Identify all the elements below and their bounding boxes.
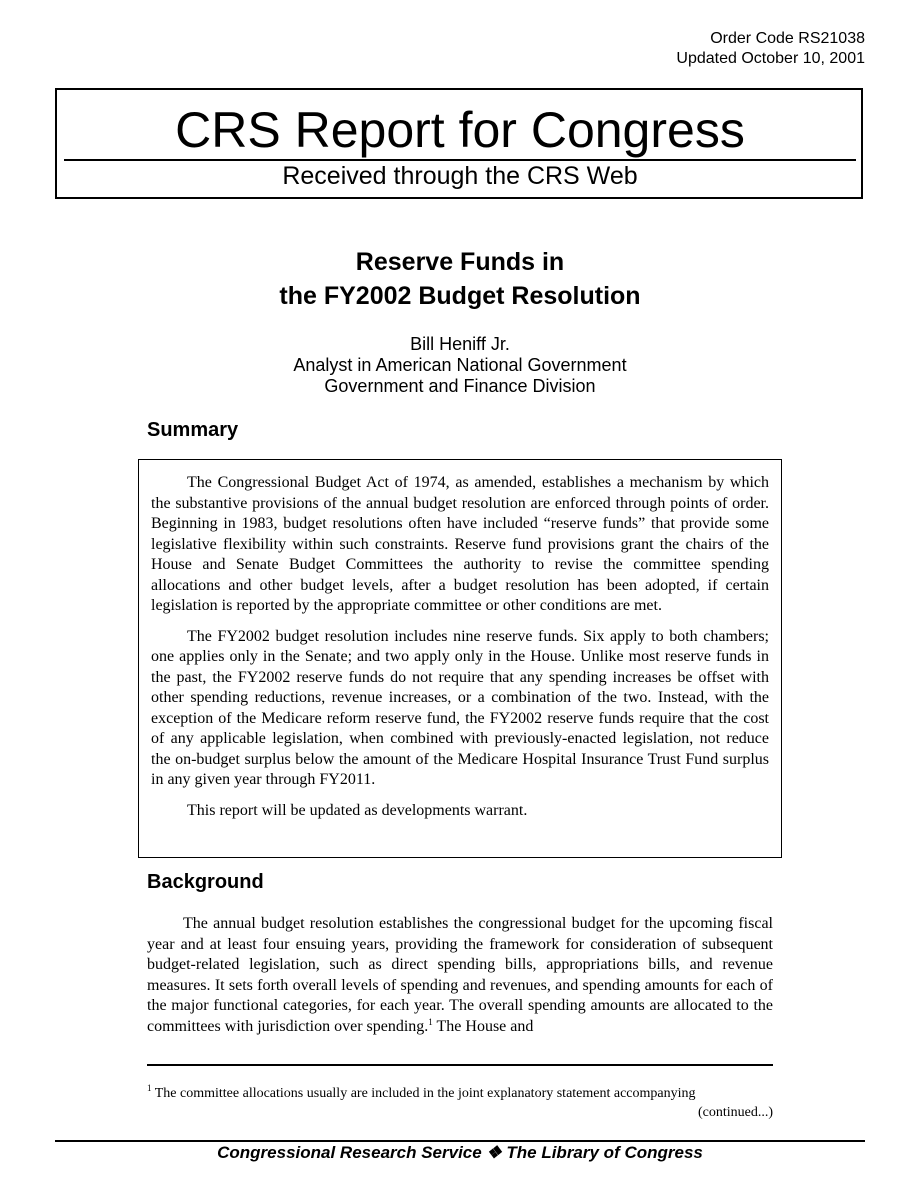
footnote	[147, 1084, 773, 1122]
summary-heading: Summary	[147, 419, 239, 441]
banner-title: CRS Report for Congress	[175, 102, 745, 158]
footnote-continued: (continued...)	[697, 1105, 773, 1120]
report-title	[0, 245, 920, 313]
updated-date: Updated October 10, 2001	[676, 50, 865, 67]
report-title-line2: the FY2002 Budget Resolution	[279, 282, 641, 310]
order-code-block	[676, 29, 865, 69]
summary-paragraph: The FY2002 budget resolution includes nine reserve funds. Six apply to both chambers; one applies only in the Senate; and two apply only in the House. Unlike most reserve funds in the past, the FY2002 reserve funds do not require that any spending increases be offset with other spending reductions, revenue increases, or a combination of the two. Instead, with the exception of the Medicare reform reserve fund, the FY2002 reserve funds require that the cost of any applicable legislation, when combined with previously-enacted legislation, not reduce the on-budget surplus below the amount of the Medicare Hospital Insurance Trust Fund surplus in any given year through FY2011.	[151, 627, 769, 788]
summary-paragraph: The Congressional Budget Act of 1974, as amended, establishes a mechanism by which the substantive provisions of the annual budget resolution are enforced through points of order. Beginning in 1983, budget resolutions often have included “reserve funds” that provide some legislative flexibility within such constraints. Reserve fund provisions grant the chairs of the House and Senate Budget Committees the authority to revise the committee spending allocations and other budget levels, after a budget resolution has been adopted, if certain legislation is reported by the appropriate committee or other conditions are met.	[151, 474, 769, 614]
author-name: Bill Heniff Jr.	[410, 334, 510, 354]
author-division: Government and Finance Division	[324, 376, 596, 396]
footnote-line	[147, 1084, 773, 1103]
footer: Congressional Research Service ❖ The Library of Congress	[217, 1143, 703, 1162]
footnote-text: The committee allocations usually are included in the joint explanatory statement accompanying	[151, 1086, 696, 1101]
order-code: Order Code RS21038	[710, 30, 865, 47]
summary-body	[151, 473, 769, 831]
footnote-reference[interactable]: 1	[428, 1016, 433, 1027]
background-body	[147, 914, 773, 1037]
report-title-line1: Reserve Funds in	[355, 248, 565, 276]
background-text: The annual budget resolution establishes the congressional budget for the upcoming fiscal year and at least four ensuing years, providing the framework for consideration of subsequent budget-related legislation, such as direct spending bills, appropriations bills, and revenue measures. It sets forth overall levels of spending and revenues, and spending amounts for each of the major functional categories, for each year. The overall spending amounts are allocated to the committees with jurisdiction over spending.	[147, 915, 773, 1035]
author-title: Analyst in American National Government	[293, 355, 627, 375]
background-heading: Background	[147, 871, 264, 893]
footnote-divider	[147, 1064, 773, 1066]
background-paragraph	[147, 914, 773, 1037]
banner-subtitle: Received through the CRS Web	[282, 162, 638, 190]
background-text-continued: The House and	[432, 1017, 534, 1035]
author-block	[0, 334, 920, 397]
summary-paragraph: This report will be updated as developments warrant.	[187, 801, 528, 819]
footnote-marker: 1	[147, 1083, 152, 1093]
